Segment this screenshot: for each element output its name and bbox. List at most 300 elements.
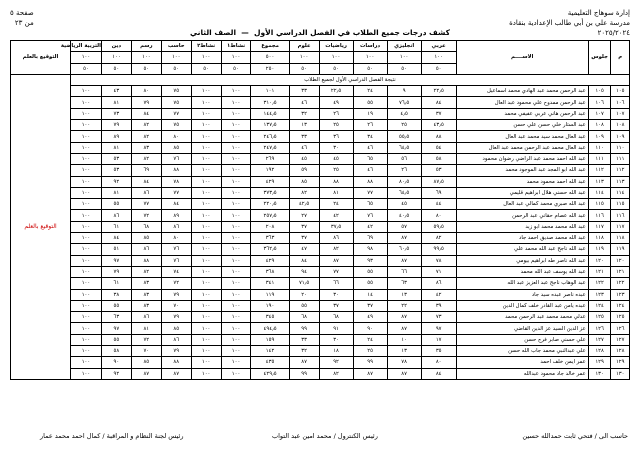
grade-cell: ١٠٠ (191, 357, 221, 368)
grade-cell: ٨٨ (161, 165, 191, 176)
grade-cell: ٣٤١ (251, 278, 289, 289)
grade-cell: ١٥٩ (251, 334, 289, 345)
student-name: عبد الله احمد محمود محمد (456, 176, 588, 187)
grade-cell: ٨٣ (131, 142, 161, 153)
grade-cell: ١٤٤٫٥ (251, 108, 289, 119)
grade-cell: ١٢٨ (588, 346, 611, 357)
grade-cell: ١٧ (421, 334, 456, 345)
grade-cell: ٢٤٧٫٥ (251, 142, 289, 153)
grade-cell: ١٢٨ (611, 346, 630, 357)
grade-cell: ١٠٠ (191, 187, 221, 198)
grade-cell: ٦٦ (319, 278, 353, 289)
grade-cell: ٣٧ (421, 108, 456, 119)
grade-cell: ٨٣ (131, 278, 161, 289)
grade-cell: ١٠٠ (71, 86, 102, 97)
grade-cell: ١٠٠ (71, 266, 102, 277)
table-row (11, 233, 630, 244)
grade-cell: ٦٨ (319, 312, 353, 323)
grade-cell: ٧٩ (161, 346, 191, 357)
grade-cell: ٩٨ (353, 244, 387, 255)
table-row (11, 346, 630, 357)
signature-label: التوقيع بالعلم (11, 74, 71, 379)
grade-cell: ١٠٠ (191, 210, 221, 221)
admin-name: إدارة سوهاج التعليمية (567, 9, 630, 17)
grade-cell: ٨٠ (161, 131, 191, 142)
grade-cell: ١٠٠ (221, 142, 251, 153)
score-limit-cell: ١٠٠ (353, 52, 387, 63)
column-header: التربية الرياضية (71, 41, 102, 52)
table-row (11, 108, 630, 119)
grade-cell: ١٠٠ (71, 120, 102, 131)
grade-cell: ٨١ (319, 187, 353, 198)
grade-cell: ١٠٠ (191, 199, 221, 210)
grade-cell: ٩ (387, 86, 421, 97)
grade-cell: ٧٦ (161, 255, 191, 266)
grade-cell: ٢٥ (319, 120, 353, 131)
grade-cell: ٧٦ (353, 210, 387, 221)
student-name: عمر ايمن خلف احمد (456, 357, 588, 368)
grade-cell: ٢٦ (353, 120, 387, 131)
grade-cell: ٨٢ (131, 131, 161, 142)
grade-cell: ٨٤ (131, 176, 161, 187)
grade-cell: ١٣ (387, 346, 421, 357)
grade-cell: ٨٦ (161, 334, 191, 345)
grade-cell: ١١٢ (588, 165, 611, 176)
grade-cell: ١٠٠ (71, 221, 102, 232)
grade-cell: ١٠٦ (611, 97, 630, 108)
grade-cell: ٨٨ (421, 131, 456, 142)
grade-cell: ٦٤٫٥ (387, 142, 421, 153)
grade-cell: ٣٣ (289, 86, 319, 97)
grade-cell: ٧١ (421, 266, 456, 277)
grade-cell: ١١١ (588, 153, 611, 164)
grade-cell: ٣١٠٫٥ (251, 97, 289, 108)
grade-cell: ١٠٠ (191, 97, 221, 108)
results-banner: نتيجة الفصل الدراسي الأول لجميع الطلاب (71, 74, 630, 85)
grade-cell: ١٠٠ (71, 142, 102, 153)
grade-cell: ١١٢ (611, 165, 630, 176)
grade-cell: ٧٩ (131, 97, 161, 108)
grade-cell: ٨٠ (421, 357, 456, 368)
grade-cell: ١٠٠ (71, 108, 102, 119)
grade-cell: ٨٢ (131, 120, 161, 131)
grade-cell: ٢٢٫٥ (319, 86, 353, 97)
grade-cell: ٩٧ (101, 323, 131, 334)
grade-cell: ٧٧ (131, 199, 161, 210)
table-row (11, 131, 630, 142)
grade-cell: ١٠٠ (191, 176, 221, 187)
grade-cell: ٤٧ (289, 244, 319, 255)
grade-cell: ١٠٠ (221, 176, 251, 187)
table-row (11, 142, 630, 153)
grade-cell: ٦٨ (289, 312, 319, 323)
grade-cell: ٢٥ (387, 120, 421, 131)
grade-cell: ٢٧ (289, 210, 319, 221)
grade-cell: ٨٤ (289, 255, 319, 266)
grade-cell: ٩٩ (289, 323, 319, 334)
student-name: عبد الله ناجح عبد الله محمد علي (456, 244, 588, 255)
grade-cell: ١٢٩ (588, 357, 611, 368)
grade-cell: ١٢٥ (588, 312, 611, 323)
student-name: عبد الله ابو المجد عبد الموجود محمد (456, 165, 588, 176)
grade-cell: ٨٨ (353, 176, 387, 187)
grade-cell: ١٢١ (611, 266, 630, 277)
grade-cell: ٧٥ (161, 97, 191, 108)
grade-cell: ١٢٤ (588, 300, 611, 311)
grade-cell: ٣٧٣٫٥ (251, 187, 289, 198)
score-limit-cell: ١٠٠ (387, 52, 421, 63)
grade-cell: ٧٠ (161, 300, 191, 311)
grade-cell: ٧٦ (161, 153, 191, 164)
grade-cell: ١٠٠ (221, 334, 251, 345)
grade-cell: ٧٥ (161, 120, 191, 131)
footer-signature-committee: رئيس لجنة النظام و المراقبة / كمال احمد محمد عمار (40, 432, 184, 440)
grade-cell: ١٠٠ (191, 346, 221, 357)
grade-cell: ٥٥ (101, 334, 131, 345)
grade-cell: ٧١٫٥ (289, 278, 319, 289)
table-row (11, 120, 630, 131)
grade-cell: ٤٥ (289, 153, 319, 164)
grade-cell: ١٢٧ (611, 334, 630, 345)
grade-cell: ١٠٠ (71, 300, 102, 311)
grade-cell: ٨١ (101, 142, 131, 153)
school-name: مدرسة علي بن أبي طالب الإعدادية بنقادة (509, 19, 630, 27)
grade-cell: ١٠٥ (588, 86, 611, 97)
student-name: عبد الله احمد محمد عبد الراضي رضوان محمود (456, 153, 588, 164)
grade-cell: ١١٧ (588, 221, 611, 232)
grade-cell: ١٠٠ (71, 210, 102, 221)
student-name: عز الدين السيد عز الدين القاضي (456, 323, 588, 334)
grade-cell: ١٠٩ (588, 131, 611, 142)
grade-cell: ٥٦ (387, 153, 421, 164)
grade-cell: ٨٦ (161, 221, 191, 232)
grade-cell: ١٠٠ (221, 255, 251, 266)
grade-cell: ٧٣ (421, 312, 456, 323)
grade-cell: ٣٦٨ (251, 266, 289, 277)
grade-cell: ٣٠ (319, 142, 353, 153)
column-header: الاســــم (456, 41, 588, 75)
grade-cell: ٧٦ (161, 244, 191, 255)
table-row (11, 244, 630, 255)
grade-cell: ٨٢ (319, 244, 353, 255)
grade-cell: ٨٧ (131, 368, 161, 379)
score-limit-cell: ٥٠ (71, 63, 102, 74)
grade-cell: ١٠٠ (191, 300, 221, 311)
column-header: جلوس (588, 41, 611, 75)
grade-cell: ١١٤ (588, 187, 611, 198)
grade-cell: ١١٠ (611, 142, 630, 153)
grade-cell: ١٩ (353, 108, 387, 119)
grade-cell: ٤٠٫٥ (387, 210, 421, 221)
grade-cell: ٣٦ (319, 131, 353, 142)
grade-cell: ٩١ (319, 323, 353, 334)
table-row (11, 187, 630, 198)
grade-cell: ١٠٠ (221, 300, 251, 311)
grade-cell: ١٠٠ (221, 357, 251, 368)
grade-cell: ٤٢٫٥ (289, 199, 319, 210)
grade-cell: ١١٨ (611, 233, 630, 244)
grade-cell: ٥٥ (353, 278, 387, 289)
grade-cell: ٧٠ (131, 346, 161, 357)
table-row (11, 289, 630, 300)
grade-cell: ٧٣ (101, 108, 131, 119)
grade-cell: ٣٧ (289, 221, 319, 232)
grade-cell: ٦٥ (353, 153, 387, 164)
grade-cell: ٥٩ (289, 165, 319, 176)
grade-cell: ١٢٣ (588, 289, 611, 300)
grade-cell: ١٢٢ (611, 278, 630, 289)
grade-cell: ٨٦ (421, 278, 456, 289)
grade-cell: ١٢٤ (611, 300, 630, 311)
score-limit-cell: ٢٥٠ (251, 63, 289, 74)
grade-cell: ٦٣ (101, 312, 131, 323)
grade-cell: ١٠٠ (221, 199, 251, 210)
footer-signature-computer: حاسب الى / فتحي ثابت حمدالله حسين (522, 432, 628, 440)
grade-cell: ٣٠ (319, 334, 353, 345)
grade-cell: ١١٠ (588, 142, 611, 153)
grade-cell: ٣٧ (319, 300, 353, 311)
grade-cell: ١٠٠ (191, 312, 221, 323)
grade-cell: ١٠٨ (588, 120, 611, 131)
column-header: نشاط٢ (191, 41, 221, 52)
grade-cell: ٤٢ (421, 289, 456, 300)
grade-cell: ٧٢ (131, 210, 161, 221)
grade-cell: ٨٤ (101, 233, 131, 244)
grade-cell: ١١٦ (611, 210, 630, 221)
grade-cell: ٢٠٨ (251, 221, 289, 232)
grade-cell: ٨٥ (289, 176, 319, 187)
grade-cell: ٨٢ (131, 153, 161, 164)
grade-cell: ٧٩ (101, 266, 131, 277)
grade-cell: ١٠٠ (71, 278, 102, 289)
title-main: كشف درجات جميع الطلاب في الفصل الدراسي الأول (254, 28, 450, 37)
column-header: علوم (289, 41, 319, 52)
table-row (11, 300, 630, 311)
grade-cell: ١٠٠ (221, 266, 251, 277)
grade-cell: ٧٧ (353, 187, 387, 198)
grade-cell: ٣٣ (289, 131, 319, 142)
table-row (11, 334, 630, 345)
grade-cell: ٨٩ (161, 210, 191, 221)
grade-cell: ١٠٩ (611, 131, 630, 142)
grade-cell: ٥٣ (101, 165, 131, 176)
grade-cell: ٨٧ (387, 255, 421, 266)
grade-cell: ١٠٠ (71, 97, 102, 108)
grade-cell: ١٠٠ (221, 221, 251, 232)
score-limit-cell: ٥٠ (101, 63, 131, 74)
student-name: علي حسني صابر فرج حسن (456, 334, 588, 345)
grade-cell: ٦٠٫٥ (387, 244, 421, 255)
grade-cell: ١٠٠ (191, 221, 221, 232)
grade-cell: ٩٠ (353, 323, 387, 334)
student-name: عبد الرحمن محمد عبد الهادي محمد اسماعيل (456, 86, 588, 97)
grade-cell: ١٠٠ (71, 368, 102, 379)
grade-cell: ٥١ (101, 244, 131, 255)
grade-cell: ٤٥ (387, 199, 421, 210)
grade-cell: ١٠٠ (221, 165, 251, 176)
grade-cell: ١٤ (353, 289, 387, 300)
grade-cell: ٢٢ (387, 300, 421, 311)
grade-cell: ١٠٠ (191, 165, 221, 176)
grade-cell: ٣٢ (289, 346, 319, 357)
grade-cell: ٦٨ (131, 221, 161, 232)
header-row (11, 41, 630, 52)
grade-cell: ٨٠ (421, 210, 456, 221)
grade-cell: ٨٤ (421, 97, 456, 108)
grade-cell: ٦٩ (353, 233, 387, 244)
grade-cell: ١٠٠ (191, 289, 221, 300)
grade-cell: ٤٢٩ (251, 255, 289, 266)
grade-cell: ٧٨ (421, 255, 456, 266)
score-limit-cell: ٥٠ (191, 63, 221, 74)
table-row (11, 357, 630, 368)
grade-cell: ٨١ (131, 323, 161, 334)
table-row (11, 312, 630, 323)
student-name: عبد الله يوسف عبد الله محمد (456, 266, 588, 277)
grade-cell: ٥٩٫٥ (421, 221, 456, 232)
grade-cell: ٨٦ (131, 244, 161, 255)
grade-cell: ١٠٠ (191, 233, 221, 244)
grade-cell: ١٠٠ (71, 357, 102, 368)
grade-cell: ١٠٠ (71, 334, 102, 345)
grade-cell: ١٢٦ (588, 323, 611, 334)
grade-cell: ٨٧ (289, 357, 319, 368)
grade-cell: ١٠٠ (221, 233, 251, 244)
grade-cell: ٥٥ (101, 199, 131, 210)
grade-cell: ٨١ (101, 187, 131, 198)
grade-cell: ١٨ (319, 346, 353, 357)
footer-signature-control: رئيس الكنترول / محمد امين عبد التواب (272, 432, 378, 440)
page-label: صفحة ٥ (10, 9, 34, 17)
column-header: انجليزي (387, 41, 421, 52)
grade-cell: ٤٦ (353, 142, 387, 153)
grade-cell: ١٠٠ (191, 255, 221, 266)
grade-cell: ١٠٠ (71, 244, 102, 255)
grade-cell: ١٠٠ (71, 346, 102, 357)
grade-cell: ٣٦٢٫٥ (251, 244, 289, 255)
grade-cell: ١٠٠ (71, 153, 102, 164)
title-grade: الصف الثاني (190, 28, 237, 37)
column-header: مجموع (251, 41, 289, 52)
score-limit-cell: ٥٠ (289, 63, 319, 74)
grade-cell: ١٢٣ (611, 289, 630, 300)
grade-cell: ١٢٧ (588, 334, 611, 345)
grade-cell: ٤٢٩ (251, 176, 289, 187)
table-row (11, 221, 630, 232)
grade-cell: ١٠٠ (221, 108, 251, 119)
grade-cell: ٨٠٫٥ (387, 176, 421, 187)
grade-cell: ١٠٠ (191, 266, 221, 277)
student-name: عبد الستار خلي حسن علي حسن (456, 120, 588, 131)
score-limit-cell: ١٠٠ (319, 52, 353, 63)
score-limit-cell: ١٠٠ (221, 52, 251, 63)
sheet-title (0, 28, 640, 38)
grade-cell: ١٠٠ (191, 278, 221, 289)
grade-cell: ٧٩ (101, 120, 131, 131)
grade-cell: ٨٧ (387, 312, 421, 323)
student-name: عبد الرحمن هاني عربي عفيفي محمد (456, 108, 588, 119)
grade-cell: ٥٥٫٥ (387, 131, 421, 142)
grade-cell: ١١٧ (611, 221, 630, 232)
table-row (11, 368, 630, 379)
grade-cell: ٤٩ (319, 97, 353, 108)
grade-cell: ٥٤ (421, 142, 456, 153)
grade-cell: ٧٢ (161, 278, 191, 289)
grade-cell: ١٠٠ (191, 244, 221, 255)
table-row (11, 278, 630, 289)
table-row (11, 210, 630, 221)
grade-cell: ١٢٠ (588, 255, 611, 266)
grade-cell: ١٠٠ (71, 131, 102, 142)
grade-cell: ٨٣ (131, 300, 161, 311)
grade-cell: ١١٣ (611, 176, 630, 187)
grade-cell: ٩٢ (101, 368, 131, 379)
table-row (11, 323, 630, 334)
grade-cell: ٥٣ (421, 165, 456, 176)
grade-cell: ٨٢ (289, 187, 319, 198)
grade-cell: ١١٣ (588, 176, 611, 187)
table-row (11, 266, 630, 277)
title-dash: — (241, 28, 249, 37)
grade-cell: ١٢٢ (588, 278, 611, 289)
score-limit-cell: ١٠٠ (289, 52, 319, 63)
grade-cell: ١٣ (387, 289, 421, 300)
grade-cell: ٤٢ (319, 210, 353, 221)
grade-cell: ٨٣ (131, 289, 161, 300)
grade-cell: ١٠ (387, 334, 421, 345)
grade-cell: ٦٦ (387, 266, 421, 277)
grade-cell: ٨٤ (131, 108, 161, 119)
grade-cell: ٢٥٧٫٥ (251, 210, 289, 221)
student-name: علي عبدالنبي محمد جاب الله حسن (456, 346, 588, 357)
grade-cell: ٢٠ (289, 289, 319, 300)
grade-cell: ٦٩ (421, 187, 456, 198)
column-header: م (611, 41, 630, 75)
grade-cell: ١٠٠ (221, 289, 251, 300)
grade-cell: ١٠٠ (191, 368, 221, 379)
grade-cell: ٧٩ (161, 289, 191, 300)
score-limit-cell: ٥٠ (421, 63, 456, 74)
score-limit-cell: ٥٠ (161, 63, 191, 74)
grade-cell: ١٠٠ (191, 108, 221, 119)
grade-cell: ٧٦٫٥ (387, 97, 421, 108)
grade-cell: ٣٠ (319, 289, 353, 300)
grade-cell: ٨٨ (161, 357, 191, 368)
grade-cell: ٣٦٣ (251, 233, 289, 244)
grade-cell: ٣٤ (353, 131, 387, 142)
table-row (11, 176, 630, 187)
grade-cell: ٦١ (101, 221, 131, 232)
grade-cell: ٨٨ (319, 176, 353, 187)
table-row (11, 255, 630, 266)
grade-cell: ٦٣ (387, 278, 421, 289)
grade-cell: ٥٥ (353, 266, 387, 277)
grade-cell: ١٠٨ (611, 120, 630, 131)
grade-cell: ٨٠ (161, 233, 191, 244)
grade-cell: ٧٨ (161, 176, 191, 187)
grade-cell: ١٠٠ (71, 323, 102, 334)
grade-cell: ١١٨ (588, 233, 611, 244)
student-name: عمر خالد جاد محمود عبدالله (456, 368, 588, 379)
score-limit-cell: ١٠٠ (161, 52, 191, 63)
grade-cell: ١٠٠ (71, 255, 102, 266)
column-header: دين (101, 41, 131, 52)
grade-cell: ٨٧ (387, 233, 421, 244)
student-name: عدلي محمد محمد عبد الرحمن محمد (456, 312, 588, 323)
grade-cell: ٩٣ (353, 255, 387, 266)
grade-cell: ٣٧ (289, 233, 319, 244)
table-row (11, 165, 630, 176)
